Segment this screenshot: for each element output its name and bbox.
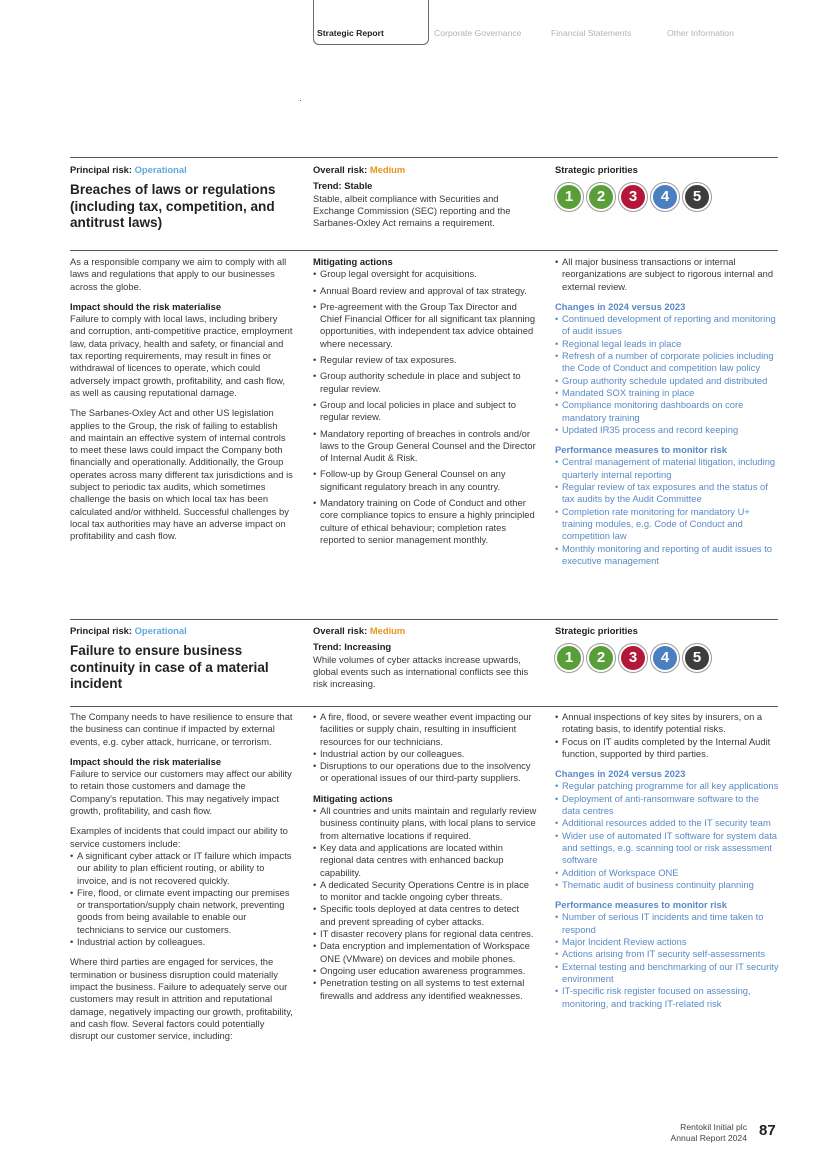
principal-label: Principal risk: [70,625,133,636]
list-item: • Regular review of tax exposures. [313,354,537,366]
list-item: • Refresh of a number of corporate policies including the Code of Conduct and competition law policy [555,350,779,375]
list-item: • Monthly monitoring and reporting of audit issues to executive management [555,543,779,568]
list-item: • Focus on IT audits completed by the Internal Audit function, supported by third parties. [555,736,779,761]
top-list [555,256,779,293]
priority-5-icon: 5 [683,644,711,672]
tab-other-information[interactable]: Other Information [667,28,734,38]
risk1-top-rule [70,157,778,158]
mitigating-heading: Mitigating actions [313,256,393,267]
mitigating-list [313,268,537,546]
risk2-principal [70,625,295,692]
list-item: • Industrial action by our colleagues. [313,748,537,760]
tab-strategic-report[interactable]: Strategic Report [317,28,384,38]
risk1-title: Breaches of laws or regulations (including tax, competition, and antitrust laws) [70,182,276,230]
list-item: • Mandatory reporting of breaches in controls and/or laws to the Group General Counsel and the Director of Internal Audit & Risk. [313,428,537,465]
list-item: • Mandatory training on Code of Conduct and other core compliance topics to ensure a highly principled culture of ethical behaviour; completion rates reported to senior management monthly. [313,497,537,546]
priorities-label: Strategic priorities [555,625,638,636]
risk2-title: Failure to ensure business continuity in case of a material incident [70,643,269,691]
list-item: • Actions arising from IT security self-assessments [555,948,779,960]
list-item: • Follow-up by Group General Counsel on any significant regulatory breach in any country. [313,468,537,493]
list-item: • Annual inspections of key sites by insurers, on a rotating basis, to identify potential risks. [555,711,779,736]
list-item: • Group authority schedule updated and distributed [555,375,779,387]
perf-heading: Performance measures to monitor risk [555,444,727,456]
top-list [555,711,779,760]
list-item: • Key data and applications are located within regional data centres with enhanced backup capability. [313,842,537,879]
list-item: • Penetration testing on all systems to test external firewalls and address any identified weaknesses. [313,977,537,1002]
list-item: • Number of serious IT incidents and time taken to respond [555,911,779,936]
list-item: • Thematic audit of business continuity planning [555,879,779,891]
risk2-priorities [555,625,780,672]
list-item: • Addition of Workspace ONE [555,867,779,879]
section-nav [0,0,825,50]
overall-value: Medium [369,625,406,636]
risk2-col3 [555,711,779,1018]
trend-label: Trend: Stable [313,180,373,192]
list-item: • Group and local policies in place and subject to regular review. [313,399,537,424]
list-item: • Fire, flood, or climate event impacting our premises or transportation/supply chain network, preventing goods from being available to enable our technicians to service our customers. [70,887,294,936]
list-item: • External testing and benchmarking of our IT security environment [555,961,779,986]
risk2-col1 [70,711,294,1050]
risk1-mid-rule [70,250,778,251]
priority-5-icon: 5 [683,183,711,211]
tab-financial-statements[interactable]: Financial Statements [551,28,632,38]
intro-text: The Company needs to have resilience to ensure that the business can continue if impacted by external events, e.g. cyber attack, hurricane, or terrorism. [70,711,293,747]
list-item: • Data encryption and implementation of Workspace ONE (VMware) on devices and mobile phones. [313,940,537,965]
list-item: • Central management of material litigation, including quarterly internal reporting [555,456,779,481]
list-item: • Continued development of reporting and monitoring of audit issues [555,313,779,338]
priority-3-icon: 3 [619,644,647,672]
list-item: • Mandated SOX training in place [555,387,779,399]
trend-label: Trend: Increasing [313,641,392,653]
list-item: • Regular patching programme for all key applications [555,780,779,792]
list-item: • Additional resources added to the IT security team [555,817,779,829]
changes-list [555,313,779,436]
impact-heading: Impact should the risk materialise [70,755,222,767]
decorative-dot [300,100,301,101]
tab-corporate-governance[interactable]: Corporate Governance [434,28,522,38]
examples-list [70,850,294,948]
priority-1-icon: 1 [555,644,583,672]
risk1-col3 [555,256,779,575]
priority-2-icon: 2 [587,644,615,672]
risk1-overall [313,164,538,229]
list-item: • Specific tools deployed at data centres to detect and prevent spreading of cyber attacks. [313,903,537,928]
risk1-col2 [313,256,537,554]
list-item: • A significant cyber attack or IT failure which impacts our ability to plan efficient routing, or ability to invoice, and is not recovered quickly. [70,850,294,887]
footer-company: Rentokil Initial plc [680,1122,747,1132]
priority-4-icon: 4 [651,644,679,672]
risk1-principal [70,164,295,231]
principal-value: Operational [134,625,187,636]
mitigating-list [313,805,537,1002]
priorities-label: Strategic priorities [555,164,638,175]
overall-value: Medium [369,164,406,175]
sox-text: The Sarbanes-Oxley Act and other US legislation applies to the Group, the risk of failing to establish and maintain an effective system of internal controls to meet these laws could impact the Company both financially and operationally. Additionally, the Group operates across many different tax jurisdictions and is subject to periodic tax audits, which sometimes challenge the basis on which local tax has been calculated and/or withheld. Successful challenges by local tax authorities may have an adverse impact on profitability and cash flow. [70,407,293,542]
impact-text: Failure to service our customers may affect our ability to retain those customers and damage the Company's reputation. This may negatively impact growth, profitability, and cash flow. [70,768,292,817]
list-item: • Disruptions to our operations due to the insolvency or operational issues of our third-party suppliers. [313,760,537,785]
list-item: • Major Incident Review actions [555,936,779,948]
list-item: • Industrial action by colleagues. [70,936,294,948]
changes-heading: Changes in 2024 versus 2023 [555,768,686,780]
list-item: • IT-specific risk register focused on assessing, monitoring, and tracking IT-related risk [555,985,779,1010]
list-item: • A dedicated Security Operations Centre is in place to monitor and tackle ongoing cyber threats. [313,879,537,904]
list-item: • Completion rate monitoring for mandatory U+ training modules, e.g. Code of Conduct and competition law [555,506,779,543]
list-item: • Pre-agreement with the Group Tax Director and Chief Financial Officer for all significant tax planning opportunities, with independent tax advice obtained where necessary. [313,301,537,350]
examples-intro: Examples of incidents that could impact our ability to service customers include: [70,825,288,849]
overall-label: Overall risk: [313,625,368,636]
mitigating-heading: Mitigating actions [313,792,393,804]
top-list [313,711,537,785]
list-item: • IT disaster recovery plans for regional data centres. [313,928,537,940]
list-item: • Group authority schedule in place and subject to regular review. [313,370,537,395]
risk1-col1 [70,256,294,551]
active-tab-frame [313,0,429,45]
list-item: • Annual Board review and approval of tax strategy. [313,285,537,297]
list-item: • All major business transactions or internal reorganizations are subject to rigorous internal and external review. [555,256,779,293]
page-number: 87 [759,1122,776,1139]
principal-value: Operational [134,164,187,175]
priority-3-icon: 3 [619,183,647,211]
priority-4-icon: 4 [651,183,679,211]
risk1-priorities [555,164,780,211]
risk2-mid-rule [70,706,778,707]
list-item: • Ongoing user education awareness programmes. [313,965,537,977]
priority-1-icon: 1 [555,183,583,211]
principal-label: Principal risk: [70,164,133,175]
list-item: • Compliance monitoring dashboards on core mandatory training [555,399,779,424]
changes-heading: Changes in 2024 versus 2023 [555,300,686,312]
perf-heading: Performance measures to monitor risk [555,899,727,911]
risk2-col2 [313,711,537,1010]
footer-report: Annual Report 2024 [670,1132,747,1143]
impact-text: Failure to comply with local laws, including bribery and corruption, anti-competitive practice, employment law, data privacy, health and safety, or financial and tax reporting requirements, may result in fines or withdrawal of licences to operate, which could adversely impact growth, profitability, and cash flow, as well as causing reputational damage. [70,313,293,398]
intro-text: As a responsible company we aim to comply with all laws and regulations that apply to our businesses across the globe. [70,256,287,292]
list-item: • Deployment of anti-ransomware software to the data centres [555,793,779,818]
list-item: • Wider use of automated IT software for system data and settings, e.g. scanning tool or risk assessment software [555,830,779,867]
list-item: • Regional legal leads in place [555,338,779,350]
third-parties-text: Where third parties are engaged for services, the termination or business disruption could materially impact the business. Failure to adequately serve our customers may result in attrition and reputational damage, negatively impacting our growth, profitability, and cash flow. Several factors could potentially disrupt our customer service, including: [70,956,293,1042]
overall-label: Overall risk: [313,164,368,175]
changes-list [555,780,779,891]
impact-heading: Impact should the risk materialise [70,300,222,312]
risk2-top-rule [70,619,778,620]
list-item: • Regular review of tax exposures and the status of tax audits by the Audit Committee [555,481,779,506]
list-item: • Updated IR35 process and record keeping [555,424,779,436]
footer [671,1122,747,1143]
list-item: • Group legal oversight for acquisitions. [313,268,537,280]
priority-2-icon: 2 [587,183,615,211]
list-item: • A fire, flood, or severe weather event impacting our facilities or supply chain, resulting in insufficient resources for our technicians. [313,711,537,748]
trend-text: Stable, albeit compliance with Securities and Exchange Commission (SEC) reporting and the Sarbanes-Oxley Act remains a requirement. [313,192,511,229]
risk2-overall [313,625,538,690]
list-item: • All countries and units maintain and regularly review business continuity plans, with local plans to service from alternative locations if required. [313,805,537,842]
perf-list [555,911,779,1009]
trend-text: While volumes of cyber attacks increase upwards, global events such as international conflicts see this risk increasing. [313,653,529,690]
perf-list [555,456,779,567]
